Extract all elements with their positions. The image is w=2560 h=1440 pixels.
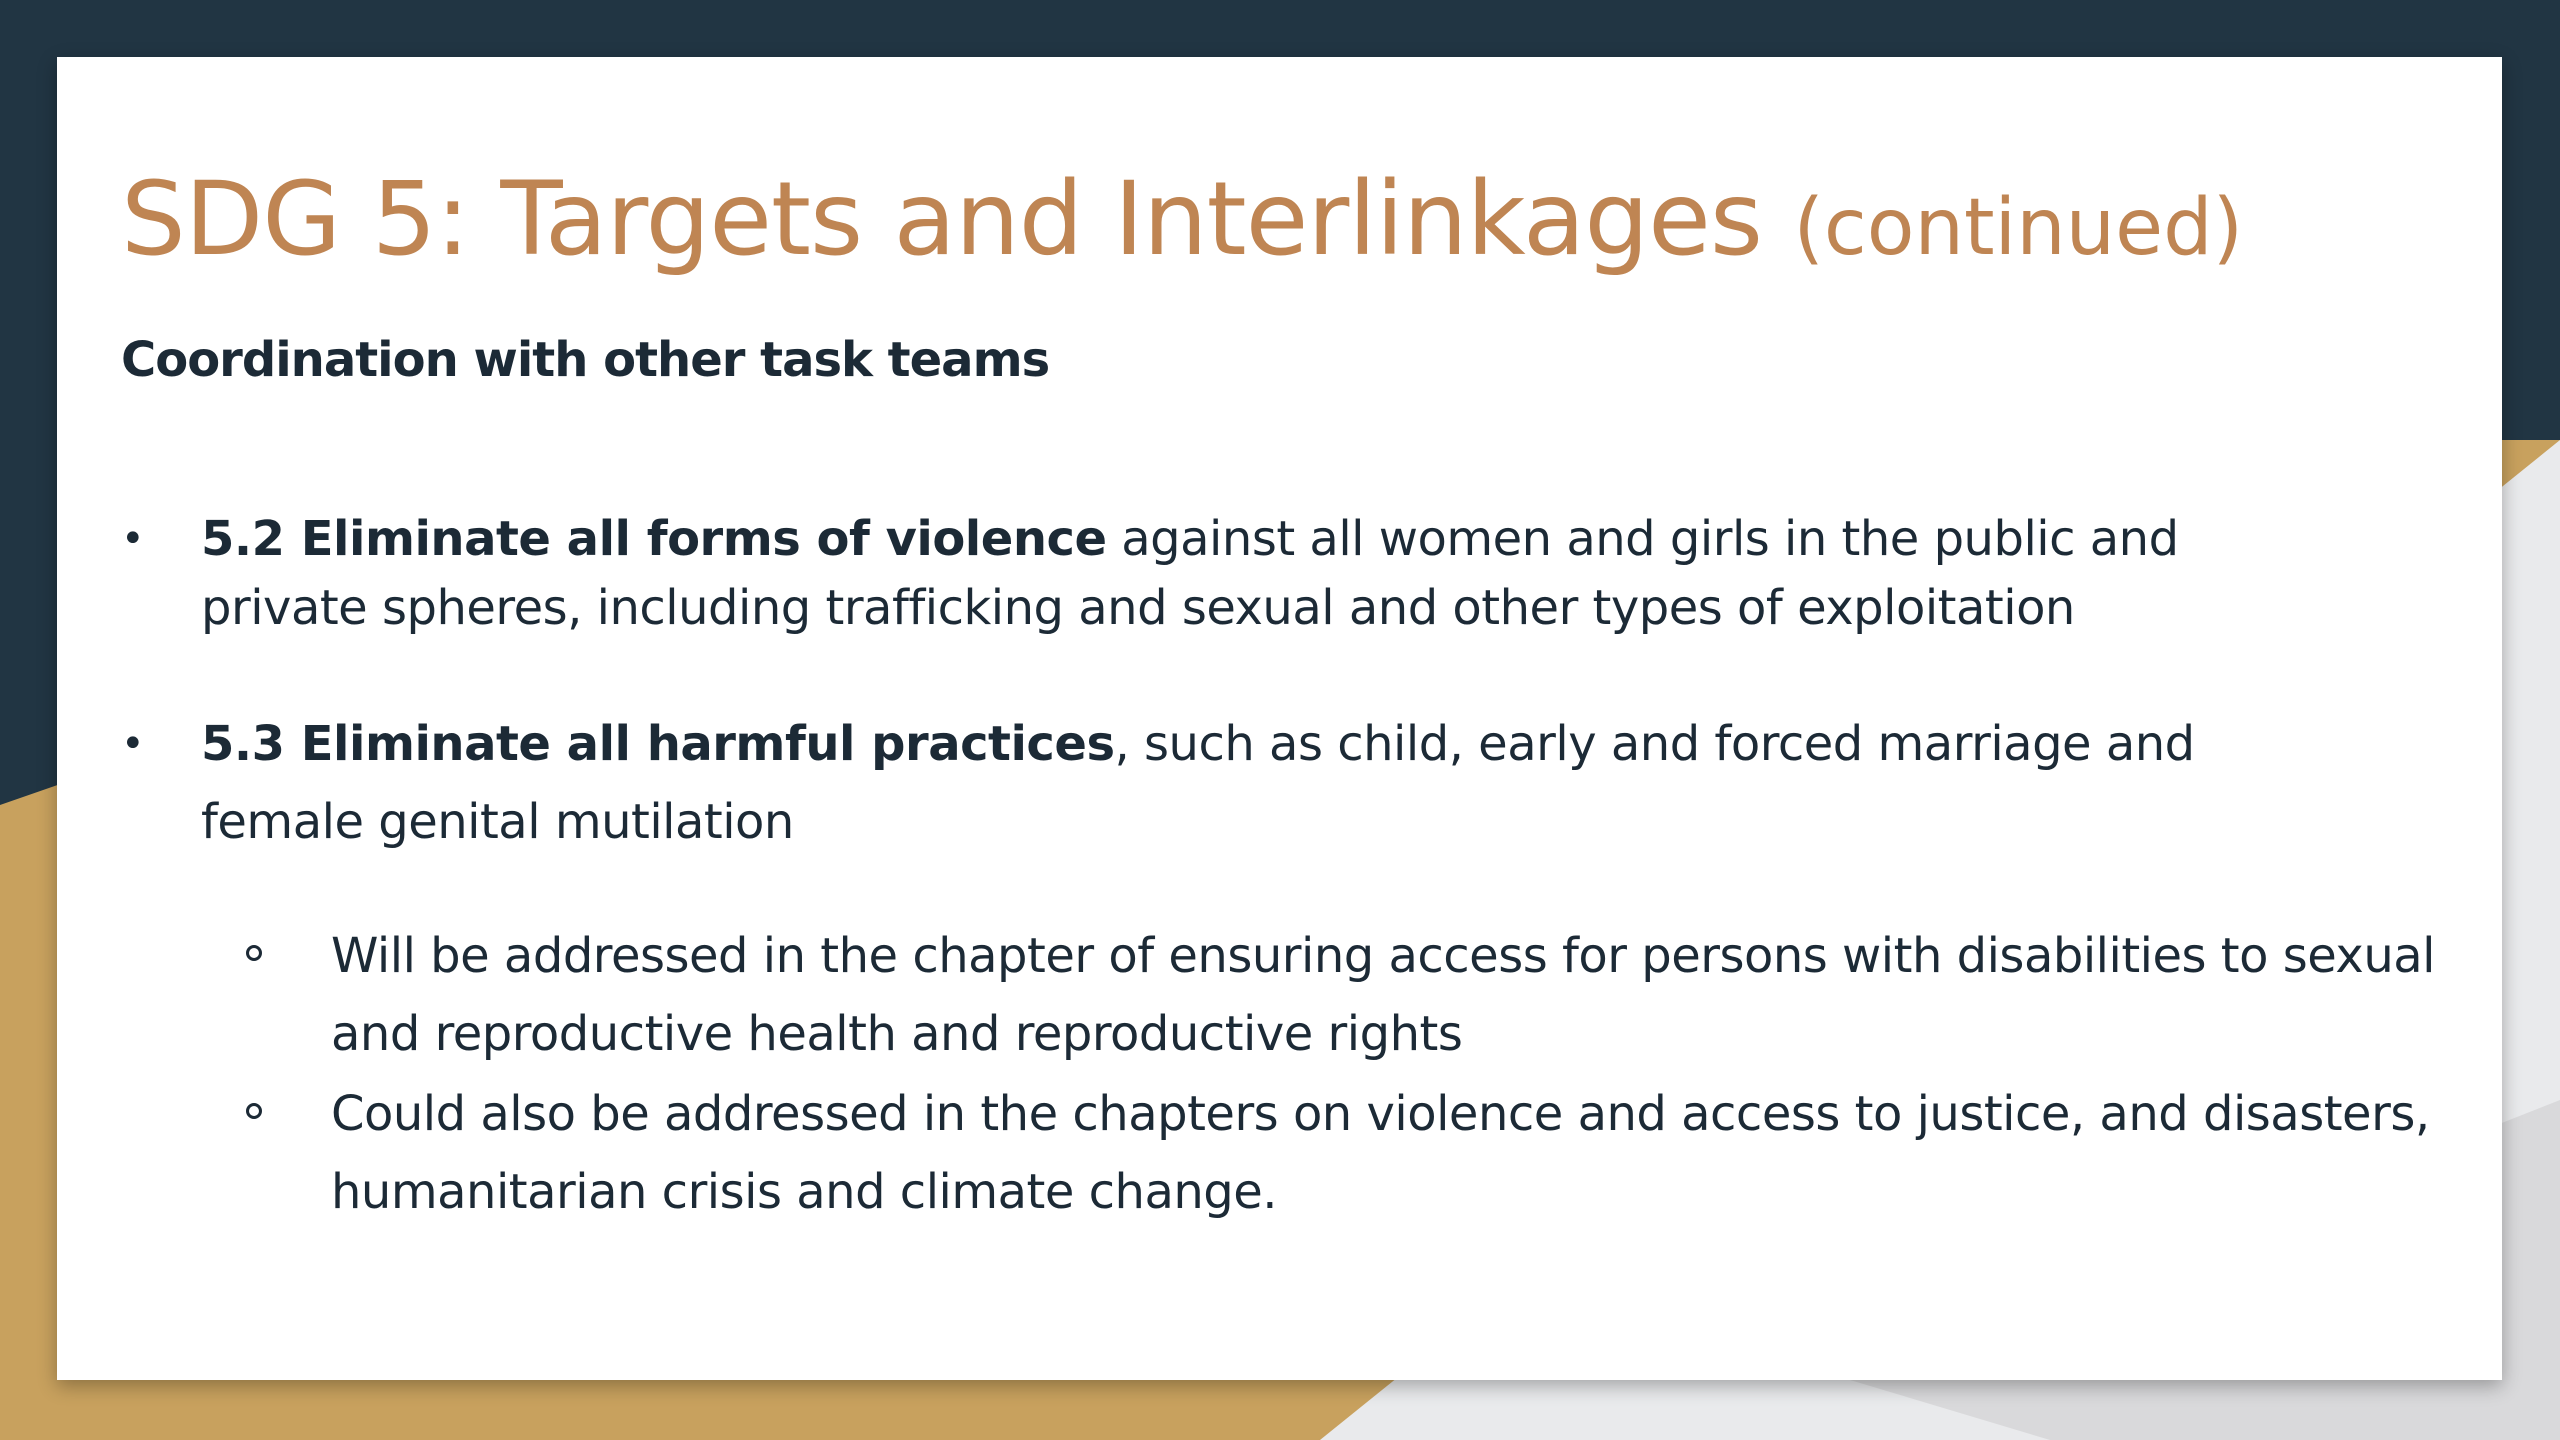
hollow-bullet-icon — [246, 945, 262, 961]
hollow-bullet-icon — [246, 1103, 262, 1119]
subheading: Coordination with other task teams — [121, 332, 1050, 388]
title-suffix: (continued) — [1793, 183, 2244, 273]
bullet-dot: • — [121, 721, 145, 767]
sub-bullet-text: Will be addressed in the chapter of ensuring access for persons with disabilities to sexual and reproductive health and reproductive rights — [331, 928, 2435, 1062]
title-main: SDG 5: Targets and Interlinkages — [121, 160, 1763, 279]
bullet-text — [201, 505, 2321, 643]
bullet-dot: • — [121, 516, 145, 562]
bullet-bold-text: 5.3 Eliminate all harmful practices — [201, 716, 1115, 772]
bullet-rest-text: , such as child, early and forced marriage and female genital mutilation — [201, 716, 2195, 850]
sub-bullet-text: Could also be addressed in the chapters on violence and access to justice, and disasters, humanitarian crisis and climate change. — [331, 1086, 2430, 1220]
bullet-bold-text: 5.2 Eliminate all forms of violence — [201, 511, 1107, 567]
bullet-rest-text: against all women and girls in the public and private spheres, including trafficking and sexual and other types of exploitation — [201, 511, 2179, 636]
bullet-text — [201, 705, 2321, 861]
slide-title — [121, 155, 2243, 293]
